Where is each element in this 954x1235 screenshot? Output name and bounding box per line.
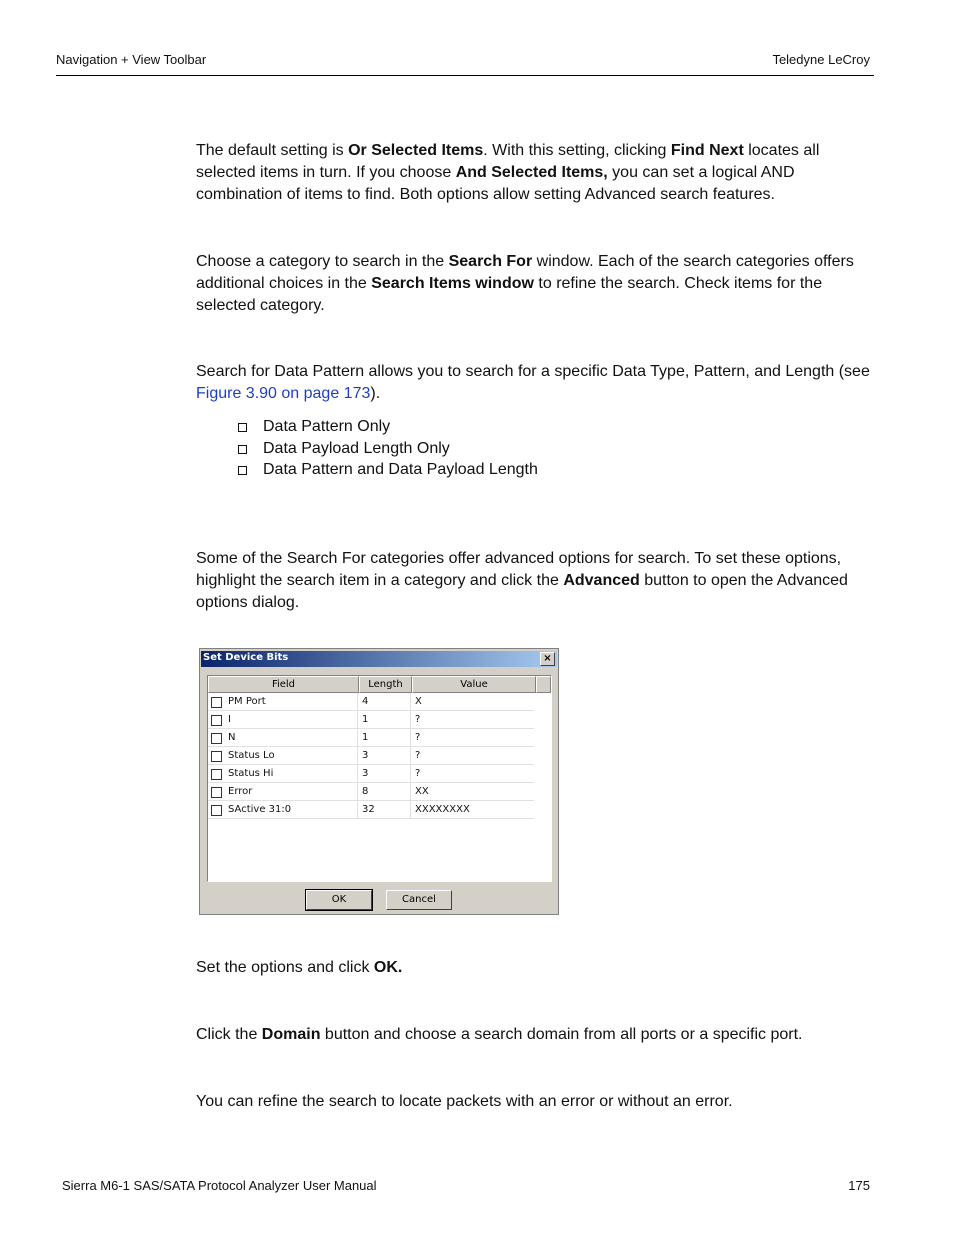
- paragraph-set-options: [196, 957, 876, 979]
- value-cell[interactable]: XXXXXXXX: [411, 801, 534, 819]
- field-name: Status Lo: [228, 750, 275, 761]
- row-checkbox[interactable]: [211, 805, 222, 816]
- text: You can refine the search to locate packets with an error or without an error.: [196, 1093, 733, 1110]
- text: The default setting is: [196, 142, 349, 159]
- text: Search for Data Pattern allows you to search for a specific Data Type, Pattern, and Length (see: [196, 363, 870, 380]
- row-checkbox[interactable]: [211, 769, 222, 780]
- value-cell[interactable]: ?: [411, 711, 534, 729]
- length-cell: 4: [358, 693, 411, 711]
- table-row[interactable]: [208, 711, 534, 729]
- list-item-label: Data Pattern and Data Payload Length: [263, 461, 538, 478]
- text: button to open the Advanced options dialog.: [196, 572, 848, 611]
- length-cell: 3: [358, 747, 411, 765]
- dialog-title-bar: [201, 651, 557, 667]
- field-name: Error: [228, 786, 253, 797]
- bullet-list: [236, 416, 538, 481]
- row-checkbox[interactable]: [211, 751, 222, 762]
- list-item-label: Data Payload Length Only: [263, 439, 450, 457]
- length-cell: 32: [358, 801, 411, 819]
- text: to refine the search. Check items for the selected category.: [196, 275, 823, 314]
- column-header-length[interactable]: Length: [359, 676, 412, 693]
- value-cell[interactable]: ?: [411, 765, 534, 783]
- field-name: SActive 31:0: [228, 804, 292, 815]
- text: . With this setting, clicking: [483, 142, 671, 159]
- text: you can set a logical AND combination of items to find. Both options allow setting Advanced search features.: [196, 164, 795, 203]
- text: locates all selected items in turn. If you choose: [196, 142, 820, 181]
- length-cell: 1: [358, 729, 411, 747]
- value-cell[interactable]: ?: [411, 747, 534, 765]
- row-checkbox[interactable]: [211, 787, 222, 798]
- set-device-bits-dialog: [199, 648, 559, 915]
- text: ).: [370, 385, 381, 402]
- bold-term: And Selected Items,: [455, 164, 608, 181]
- table-row[interactable]: [208, 783, 534, 801]
- paragraph-advanced: [196, 548, 876, 614]
- paragraph-domain: [196, 1024, 876, 1046]
- row-checkbox[interactable]: [211, 715, 222, 726]
- length-cell: 3: [358, 765, 411, 783]
- length-cell: 1: [358, 711, 411, 729]
- value-cell[interactable]: X: [411, 693, 534, 711]
- text: Click the: [196, 1026, 262, 1043]
- device-bits-list[interactable]: [207, 675, 552, 882]
- table-row[interactable]: [208, 747, 534, 765]
- dialog-title: Set Device Bits: [203, 652, 289, 663]
- bold-term: OK.: [373, 959, 403, 976]
- column-header-value[interactable]: Value: [412, 676, 536, 693]
- bold-term: Or Selected Items: [348, 142, 484, 159]
- column-header-filler: [536, 676, 551, 693]
- table-row[interactable]: [208, 765, 534, 783]
- text: Set the options and click: [196, 959, 374, 976]
- list-item: [236, 438, 538, 460]
- bold-term: Advanced: [563, 572, 640, 589]
- running-header-left: Navigation + View Toolbar: [56, 52, 207, 67]
- list-item: [236, 416, 538, 438]
- paragraph-errors: [196, 1091, 876, 1113]
- table-row[interactable]: [208, 801, 534, 819]
- paragraph-data-pattern: [196, 361, 876, 405]
- bold-term: Find Next: [670, 142, 744, 159]
- text: button and choose a search domain from all ports or a specific port.: [320, 1026, 803, 1043]
- table-row[interactable]: [208, 693, 534, 711]
- row-checkbox[interactable]: [211, 697, 222, 708]
- value-cell[interactable]: XX: [411, 783, 534, 801]
- close-icon[interactable]: ×: [540, 652, 555, 666]
- table-row[interactable]: [208, 729, 534, 747]
- paragraph-selected-items: [196, 140, 876, 206]
- bold-term: Domain: [261, 1026, 321, 1043]
- bold-term: Search For: [448, 253, 533, 270]
- figure-link[interactable]: Figure 3.90 on page 173: [196, 385, 371, 402]
- text: Some of the Search For categories offer advanced options for search. To set these options, highlight the search item in a category and click the: [196, 550, 842, 589]
- field-name: Status Hi: [228, 768, 274, 779]
- length-cell: 8: [358, 783, 411, 801]
- column-header-field[interactable]: Field: [208, 676, 359, 693]
- list-item: [236, 459, 538, 481]
- field-name: N: [228, 732, 236, 743]
- field-name: I: [228, 714, 231, 725]
- text: Choose a category to search in the: [196, 253, 449, 270]
- running-footer-left: Sierra M6-1 SAS/SATA Protocol Analyzer User Manual: [62, 1178, 377, 1193]
- square-bullet-icon: [238, 445, 247, 454]
- cancel-button[interactable]: Cancel: [386, 890, 452, 910]
- ok-button[interactable]: OK: [306, 890, 372, 910]
- text: window. Each of the search categories offers additional choices in the: [196, 253, 854, 292]
- value-cell[interactable]: ?: [411, 729, 534, 747]
- square-bullet-icon: [238, 466, 247, 475]
- running-header-right: Teledyne LeCroy: [772, 52, 870, 67]
- list-item-label: Data Pattern Only: [263, 418, 391, 435]
- header-rule: [56, 75, 874, 76]
- field-name: PM Port: [228, 696, 266, 707]
- page-number: 175: [848, 1178, 870, 1193]
- square-bullet-icon: [238, 423, 247, 432]
- paragraph-search-for: [196, 251, 876, 317]
- row-checkbox[interactable]: [211, 733, 222, 744]
- bold-term: Search Items window: [371, 275, 534, 292]
